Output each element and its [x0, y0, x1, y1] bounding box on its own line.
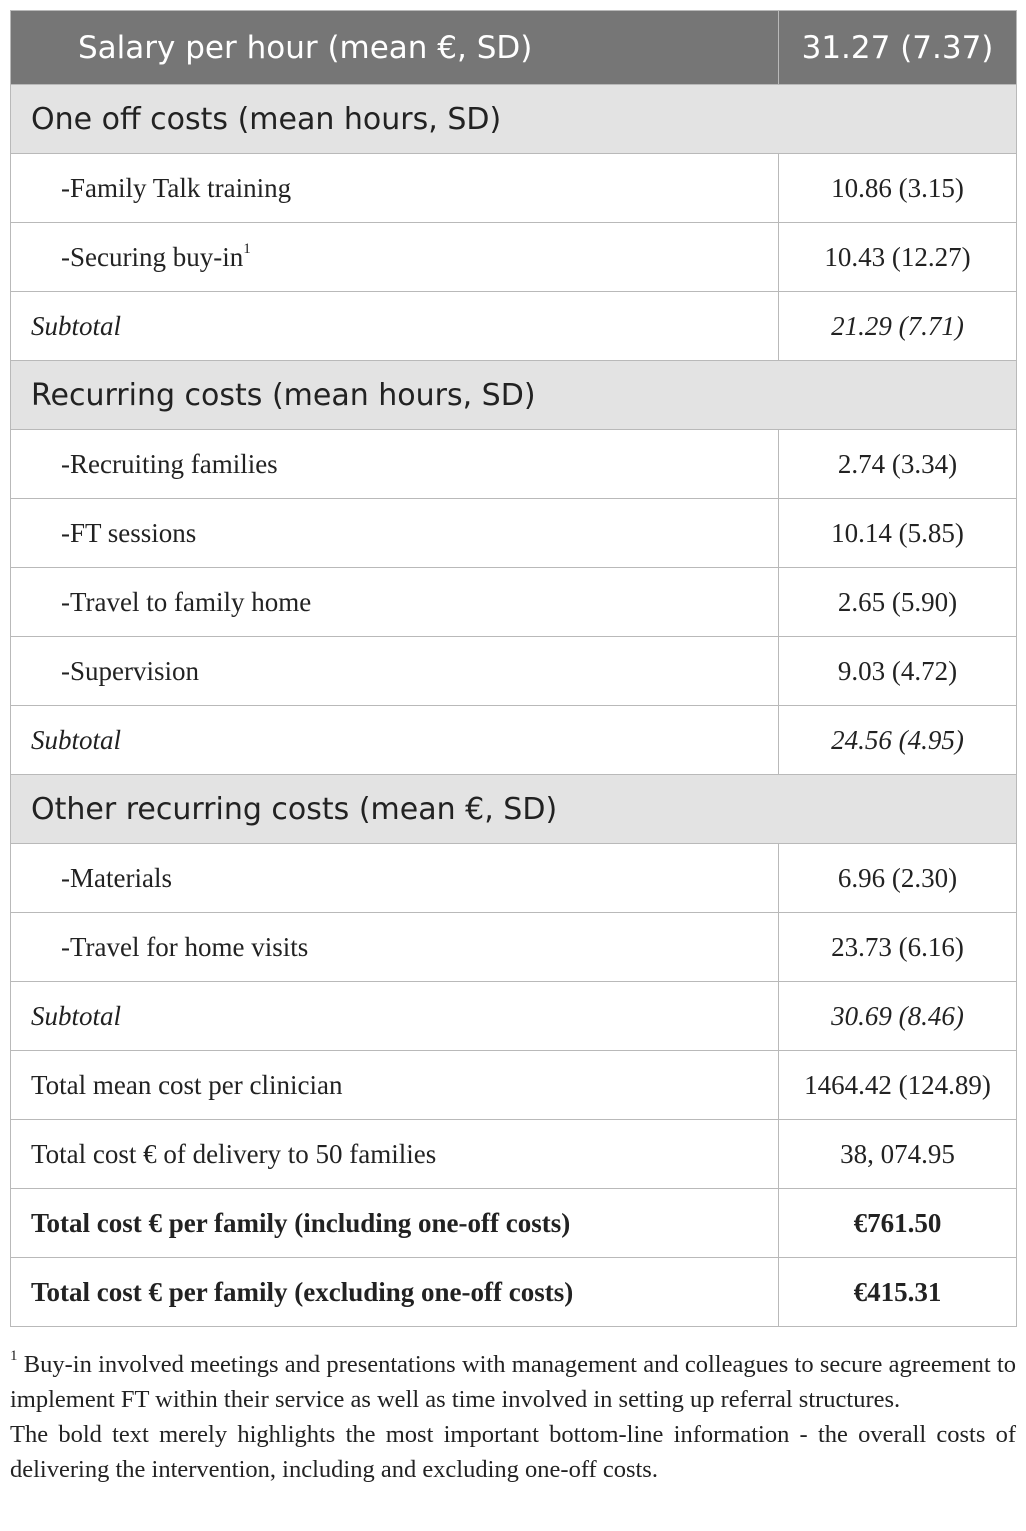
total-label: Total mean cost per clinician [11, 1051, 779, 1120]
table-row [11, 430, 1017, 499]
header-label: Salary per hour (mean €, SD) [11, 11, 779, 85]
row-label-cell [11, 223, 779, 292]
section-header-recurring [11, 361, 1017, 430]
total-row-per-clinician [11, 1051, 1017, 1120]
section-title: Recurring costs (mean hours, SD) [11, 361, 1017, 430]
table-header-row [11, 11, 1017, 85]
subtotal-row [11, 706, 1017, 775]
row-label: -Materials [11, 844, 779, 913]
row-value: 6.96 (2.30) [779, 844, 1017, 913]
total-value: 1464.42 (124.89) [779, 1051, 1017, 1120]
subtotal-label: Subtotal [11, 982, 779, 1051]
total-value: €761.50 [779, 1189, 1017, 1258]
table-row [11, 154, 1017, 223]
section-title: Other recurring costs (mean €, SD) [11, 775, 1017, 844]
table-row [11, 223, 1017, 292]
subtotal-value: 30.69 (8.46) [779, 982, 1017, 1051]
subtotal-label: Subtotal [11, 706, 779, 775]
subtotal-row [11, 982, 1017, 1051]
subtotal-label: Subtotal [11, 292, 779, 361]
total-label: Total cost € per family (including one-off costs) [11, 1189, 779, 1258]
total-row-including-one-off [11, 1189, 1017, 1258]
row-label: -Travel for home visits [11, 913, 779, 982]
footnote-marker: 1 [243, 240, 251, 257]
row-value: 2.65 (5.90) [779, 568, 1017, 637]
row-label: -Travel to family home [11, 568, 779, 637]
table-row [11, 844, 1017, 913]
footnote-2: The bold text merely highlights the most important bottom-line information - the overall costs of delivering the intervention, including and excluding one-off costs. [10, 1421, 1016, 1483]
row-value: 10.86 (3.15) [779, 154, 1017, 223]
total-row-50-families [11, 1120, 1017, 1189]
footnote-marker: 1 [10, 1347, 18, 1364]
footnote-1 [10, 1347, 1016, 1417]
total-label: Total cost € per family (excluding one-off costs) [11, 1258, 779, 1327]
row-label: -Securing buy-in [61, 241, 244, 272]
row-label: -Supervision [11, 637, 779, 706]
row-value: 10.43 (12.27) [779, 223, 1017, 292]
subtotal-value: 21.29 (7.71) [779, 292, 1017, 361]
section-header-one-off [11, 85, 1017, 154]
footnote-1-text: Buy-in involved meetings and presentations with management and colleagues to secure agreement to implement FT within their service as well as time involved in setting up referral structures. [10, 1351, 1016, 1413]
row-value: 9.03 (4.72) [779, 637, 1017, 706]
cost-table [10, 10, 1017, 1327]
total-value: €415.31 [779, 1258, 1017, 1327]
cost-table-container [10, 10, 1016, 1327]
total-label: Total cost € of delivery to 50 families [11, 1120, 779, 1189]
total-row-excluding-one-off [11, 1258, 1017, 1327]
subtotal-row [11, 292, 1017, 361]
table-row [11, 499, 1017, 568]
section-title: One off costs (mean hours, SD) [11, 85, 1017, 154]
table-row [11, 568, 1017, 637]
header-value: 31.27 (7.37) [779, 11, 1017, 85]
row-label: -Recruiting families [11, 430, 779, 499]
row-value: 23.73 (6.16) [779, 913, 1017, 982]
table-row [11, 913, 1017, 982]
total-value: 38, 074.95 [779, 1120, 1017, 1189]
row-label: -Family Talk training [11, 154, 779, 223]
subtotal-value: 24.56 (4.95) [779, 706, 1017, 775]
table-row [11, 637, 1017, 706]
section-header-other-recurring [11, 775, 1017, 844]
table-footnotes [10, 1347, 1016, 1487]
row-value: 2.74 (3.34) [779, 430, 1017, 499]
row-label: -FT sessions [11, 499, 779, 568]
row-value: 10.14 (5.85) [779, 499, 1017, 568]
